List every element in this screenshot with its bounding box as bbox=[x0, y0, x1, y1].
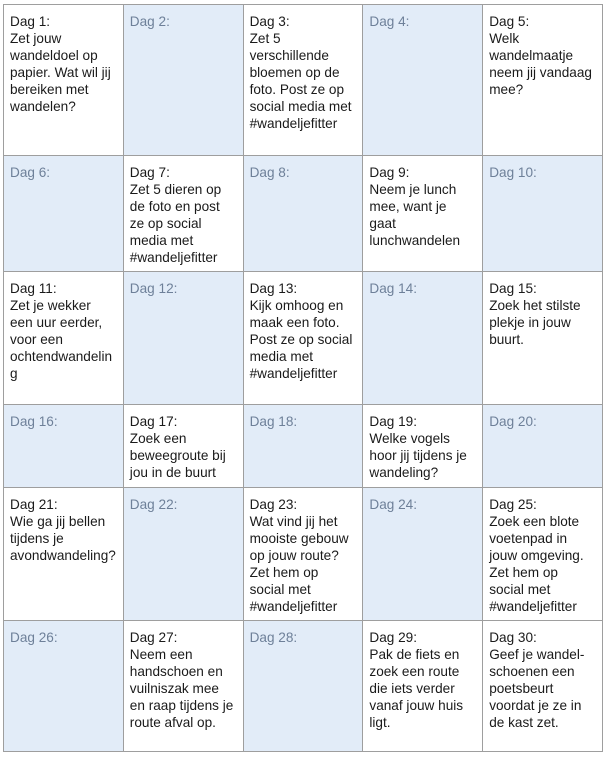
day-cell-11 bbox=[4, 271, 124, 404]
day-challenge: Zet jouw wandeldoel op papier. Wat wil jij bereiken met wandelen? bbox=[10, 31, 111, 114]
day-label: Dag 30: bbox=[489, 629, 537, 645]
day-label: Dag 12: bbox=[129, 280, 178, 296]
calendar-row bbox=[4, 5, 603, 156]
day-cell-13 bbox=[243, 271, 363, 404]
day-challenge: Zoek een beweegroute bij jou in de buurt bbox=[129, 431, 226, 481]
day-label: Dag 2: bbox=[129, 14, 170, 29]
day-cell-23 bbox=[243, 488, 363, 620]
day-label: Dag 14: bbox=[369, 280, 418, 296]
day-label: Dag 29: bbox=[369, 629, 418, 645]
challenge-calendar bbox=[3, 4, 603, 752]
day-label: Dag 13: bbox=[249, 280, 298, 296]
day-cell-27 bbox=[123, 620, 243, 751]
day-challenge: Zet 5 dieren op de foto en post ze op social media met #wandeljefitter bbox=[129, 182, 222, 266]
day-label: Dag 1: bbox=[10, 14, 51, 29]
calendar-row bbox=[4, 156, 603, 271]
day-label: Dag 9: bbox=[369, 165, 410, 181]
day-cell-16 bbox=[4, 405, 124, 488]
day-cell-25 bbox=[483, 488, 603, 620]
day-label: Dag 10: bbox=[489, 165, 537, 181]
day-label: Dag 15: bbox=[489, 280, 537, 296]
day-label: Dag 11: bbox=[10, 280, 57, 296]
day-cell-7 bbox=[123, 156, 243, 271]
day-challenge: Zet je wekker een uur eerder, voor een ochtendwandeling bbox=[10, 297, 113, 381]
day-label: Dag 17: bbox=[129, 414, 178, 430]
calendar-row bbox=[4, 271, 603, 404]
day-label: Dag 8: bbox=[249, 165, 290, 181]
day-cell-9 bbox=[363, 156, 483, 271]
day-label: Dag 25: bbox=[489, 497, 537, 513]
day-label: Dag 4: bbox=[369, 14, 410, 29]
day-label: Dag 26: bbox=[10, 629, 58, 645]
day-cell-20 bbox=[483, 405, 603, 488]
calendar-row bbox=[4, 405, 603, 488]
day-label: Dag 6: bbox=[10, 165, 51, 181]
day-cell-21 bbox=[4, 488, 124, 620]
day-cell-1 bbox=[4, 5, 124, 156]
day-label: Dag 20: bbox=[489, 414, 537, 430]
day-challenge: Zet 5 verschillende bloemen op de foto. Post ze op social media met #wandeljefitter bbox=[249, 31, 352, 131]
day-cell-26 bbox=[4, 620, 124, 751]
day-challenge: Welke vogels hoor jij tijdens je wandeling? bbox=[369, 431, 467, 481]
day-challenge: Zoek een blote voetenpad in jouw omgeving. Zet hem op social met #wandeljefitter bbox=[489, 514, 584, 615]
day-cell-18 bbox=[243, 405, 363, 488]
day-label: Dag 24: bbox=[369, 497, 418, 513]
day-label: Dag 16: bbox=[10, 414, 58, 430]
day-challenge: Neem een handschoen en vuilniszak mee en raap tijdens je route afval op. bbox=[129, 646, 234, 730]
day-label: Dag 19: bbox=[369, 414, 418, 430]
day-cell-5 bbox=[483, 5, 603, 156]
day-cell-24 bbox=[363, 488, 483, 620]
day-challenge: Neem je lunch mee, want je gaat lunchwandelen bbox=[369, 182, 461, 249]
day-label: Dag 27: bbox=[129, 629, 178, 645]
day-cell-17 bbox=[123, 405, 243, 488]
day-label: Dag 21: bbox=[10, 497, 58, 513]
calendar-row bbox=[4, 620, 603, 751]
day-cell-8 bbox=[243, 156, 363, 271]
day-cell-2 bbox=[123, 5, 243, 156]
day-cell-28 bbox=[243, 620, 363, 751]
day-label: Dag 5: bbox=[489, 14, 530, 29]
day-cell-30 bbox=[483, 620, 603, 751]
day-challenge: Welk wandelmaatje neem jij vandaag mee? bbox=[489, 31, 592, 97]
day-label: Dag 28: bbox=[249, 629, 298, 645]
day-label: Dag 23: bbox=[249, 497, 298, 513]
day-challenge: Geef je wandel-schoenen een poetsbeurt voordat je ze in de kast zet. bbox=[489, 646, 585, 730]
day-cell-19 bbox=[363, 405, 483, 488]
day-challenge: Wie ga jij bellen tijdens je avondwandeling? bbox=[10, 514, 116, 564]
day-challenge: Kijk omhoog en maak een foto. Post ze op social media met #wandeljefitter bbox=[249, 297, 353, 381]
day-cell-29 bbox=[363, 620, 483, 751]
day-cell-4 bbox=[363, 5, 483, 156]
day-cell-6 bbox=[4, 156, 124, 271]
day-challenge: Wat vind jij het mooiste gebouw op jouw route? Zet hem op social met #wandeljefitter bbox=[249, 514, 349, 615]
day-cell-14 bbox=[363, 271, 483, 404]
calendar-row bbox=[4, 488, 603, 620]
day-cell-12 bbox=[123, 271, 243, 404]
day-label: Dag 3: bbox=[249, 14, 290, 29]
day-label: Dag 18: bbox=[249, 414, 298, 430]
day-cell-15 bbox=[483, 271, 603, 404]
day-label: Dag 7: bbox=[129, 165, 170, 181]
day-cell-22 bbox=[123, 488, 243, 620]
day-cell-10 bbox=[483, 156, 603, 271]
day-challenge: Zoek het stilste plekje in jouw buurt. bbox=[489, 297, 581, 347]
day-label: Dag 22: bbox=[129, 497, 178, 513]
day-cell-3 bbox=[243, 5, 363, 156]
day-challenge: Pak de fiets en zoek een route die iets verder vanaf jouw huis ligt. bbox=[369, 646, 464, 730]
